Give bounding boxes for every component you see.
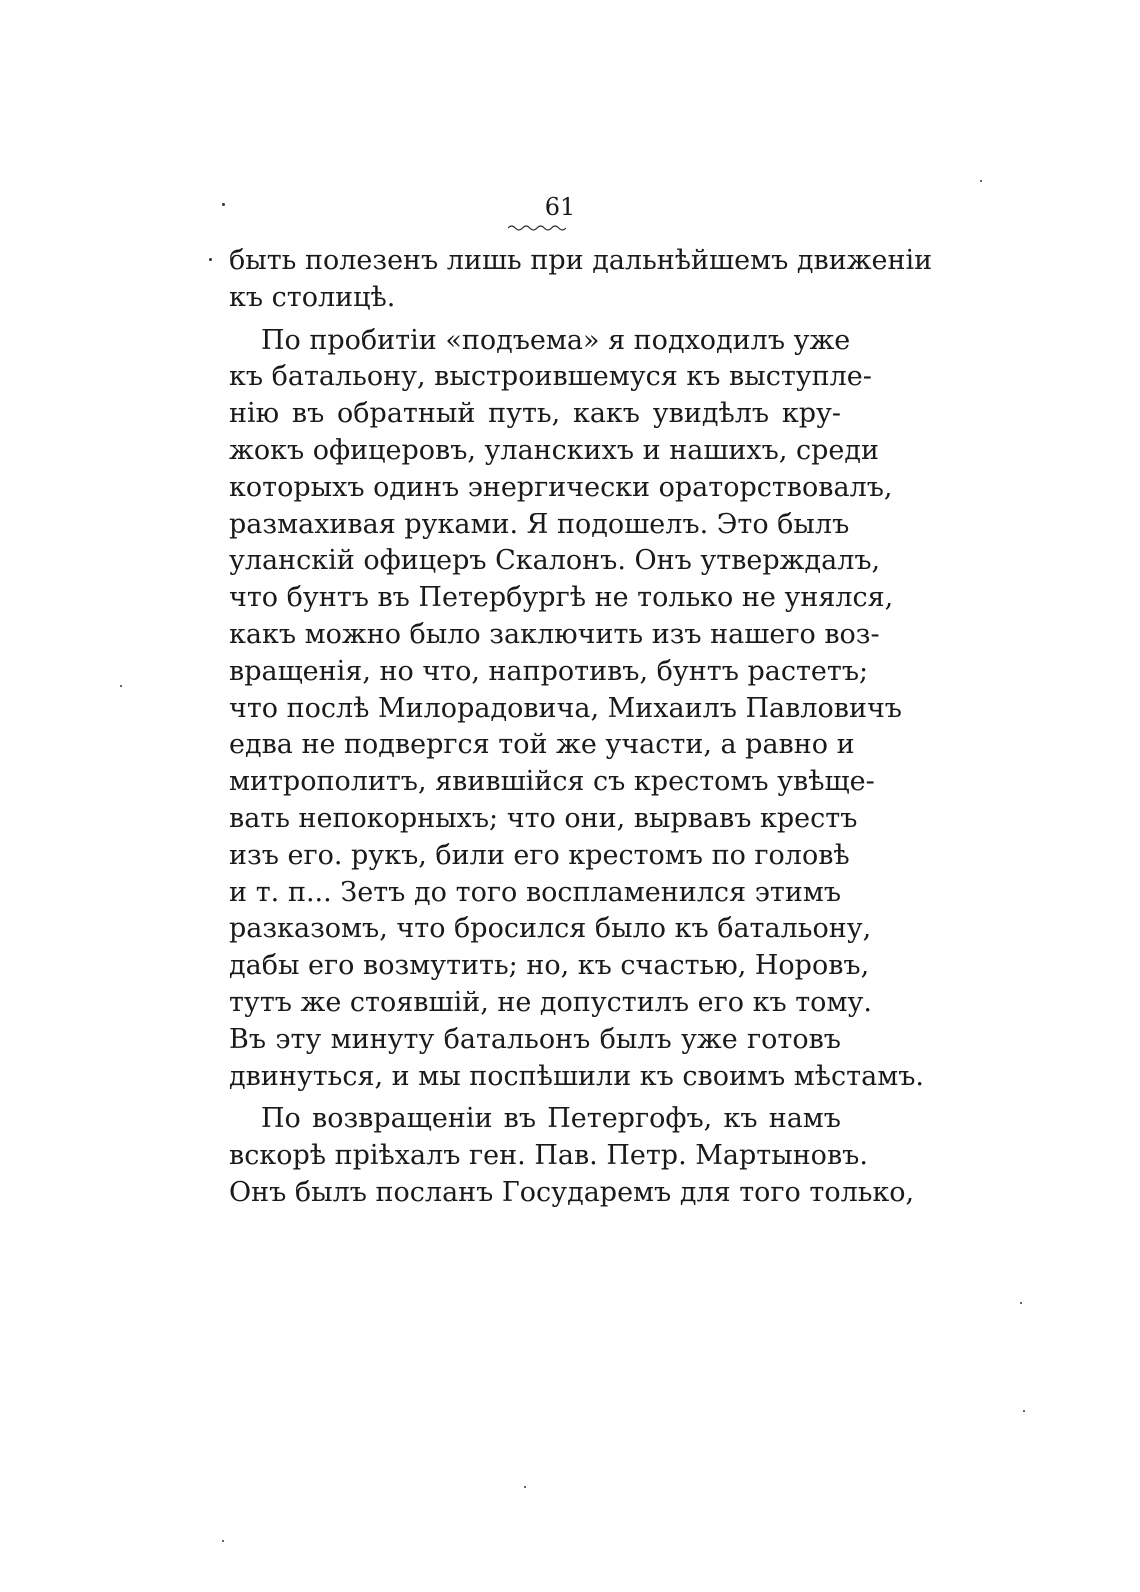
text-line: къ батальону, выстроившемуся къ выступле-	[229, 361, 872, 393]
text-line: Въ эту минуту батальонъ былъ уже готовъ	[229, 1023, 841, 1055]
text-line: къ столицѣ.	[229, 281, 396, 313]
text-line: вать непокорныхъ; что они, вырвавъ крестъ	[229, 802, 858, 834]
text-line: едва не подвергся той же участи, а равно и	[229, 729, 855, 761]
text-line: тутъ же стоявшій, не допустилъ его къ тому.	[229, 986, 872, 1018]
text-line: что послѣ Милорадовича, Михаилъ Павловичъ	[229, 692, 902, 724]
scan-speck	[524, 1486, 526, 1488]
text-line: и т. п... Зетъ до того воспламенился этимъ	[229, 876, 841, 908]
text-line: Онъ былъ посланъ Государемъ для того только,	[229, 1176, 915, 1208]
scan-speck	[209, 258, 212, 261]
text-line: разказомъ, что бросился было къ батальону,	[229, 913, 872, 945]
scan-speck	[980, 180, 982, 182]
text-line: размахивая руками. Я подошелъ. Это былъ	[229, 508, 850, 540]
text-line: что бунтъ въ Петербургѣ не только не унялся,	[229, 582, 894, 614]
text-line: По пробитіи «подъема» я подходилъ уже	[261, 324, 851, 356]
text-line: вскорѣ пріѣхалъ ген. Пав. Петр. Мартыновъ.	[229, 1140, 868, 1172]
page-number-ornament	[508, 224, 566, 232]
text-line: какъ можно было заключить изъ нашего воз-	[229, 618, 880, 650]
scan-speck	[222, 203, 225, 206]
text-line: жокъ офицеровъ, уланскихъ и нашихъ, среди	[229, 434, 879, 466]
text-line: изъ его. рукъ, били его крестомъ по головѣ	[229, 839, 850, 871]
text-line: По возвращеніи въ Петергофъ, къ намъ	[261, 1103, 841, 1135]
page-number: 61	[544, 193, 576, 221]
scan-speck	[222, 1540, 224, 1542]
text-line: уланскій офицеръ Скалонъ. Онъ утверждалъ,	[229, 545, 881, 577]
text-line: которыхъ одинъ энергически ораторствовалъ,	[229, 471, 893, 503]
scan-speck	[120, 685, 122, 687]
text-line: митрополитъ, явившійся съ крестомъ увѣще-	[229, 766, 875, 798]
body-text	[229, 243, 933, 1212]
scan-speck	[1020, 1302, 1022, 1304]
text-line: дабы его возмутить; но, къ счастью, Норовъ,	[229, 950, 870, 982]
text-line: вращенія, но что, напротивъ, бунтъ растетъ;	[229, 655, 869, 687]
text-line: двинуться, и мы поспѣшили къ своимъ мѣстамъ.	[229, 1060, 924, 1092]
text-line: быть полезенъ лишь при дальнѣйшемъ движеніи	[229, 245, 933, 276]
text-line: нію въ обратный путь, какъ увидѣлъ кру-	[229, 398, 841, 430]
paragraph-3	[229, 1101, 915, 1211]
paragraph-1	[229, 243, 933, 317]
paragraph-2	[229, 323, 924, 1096]
scan-speck	[1023, 1410, 1025, 1412]
